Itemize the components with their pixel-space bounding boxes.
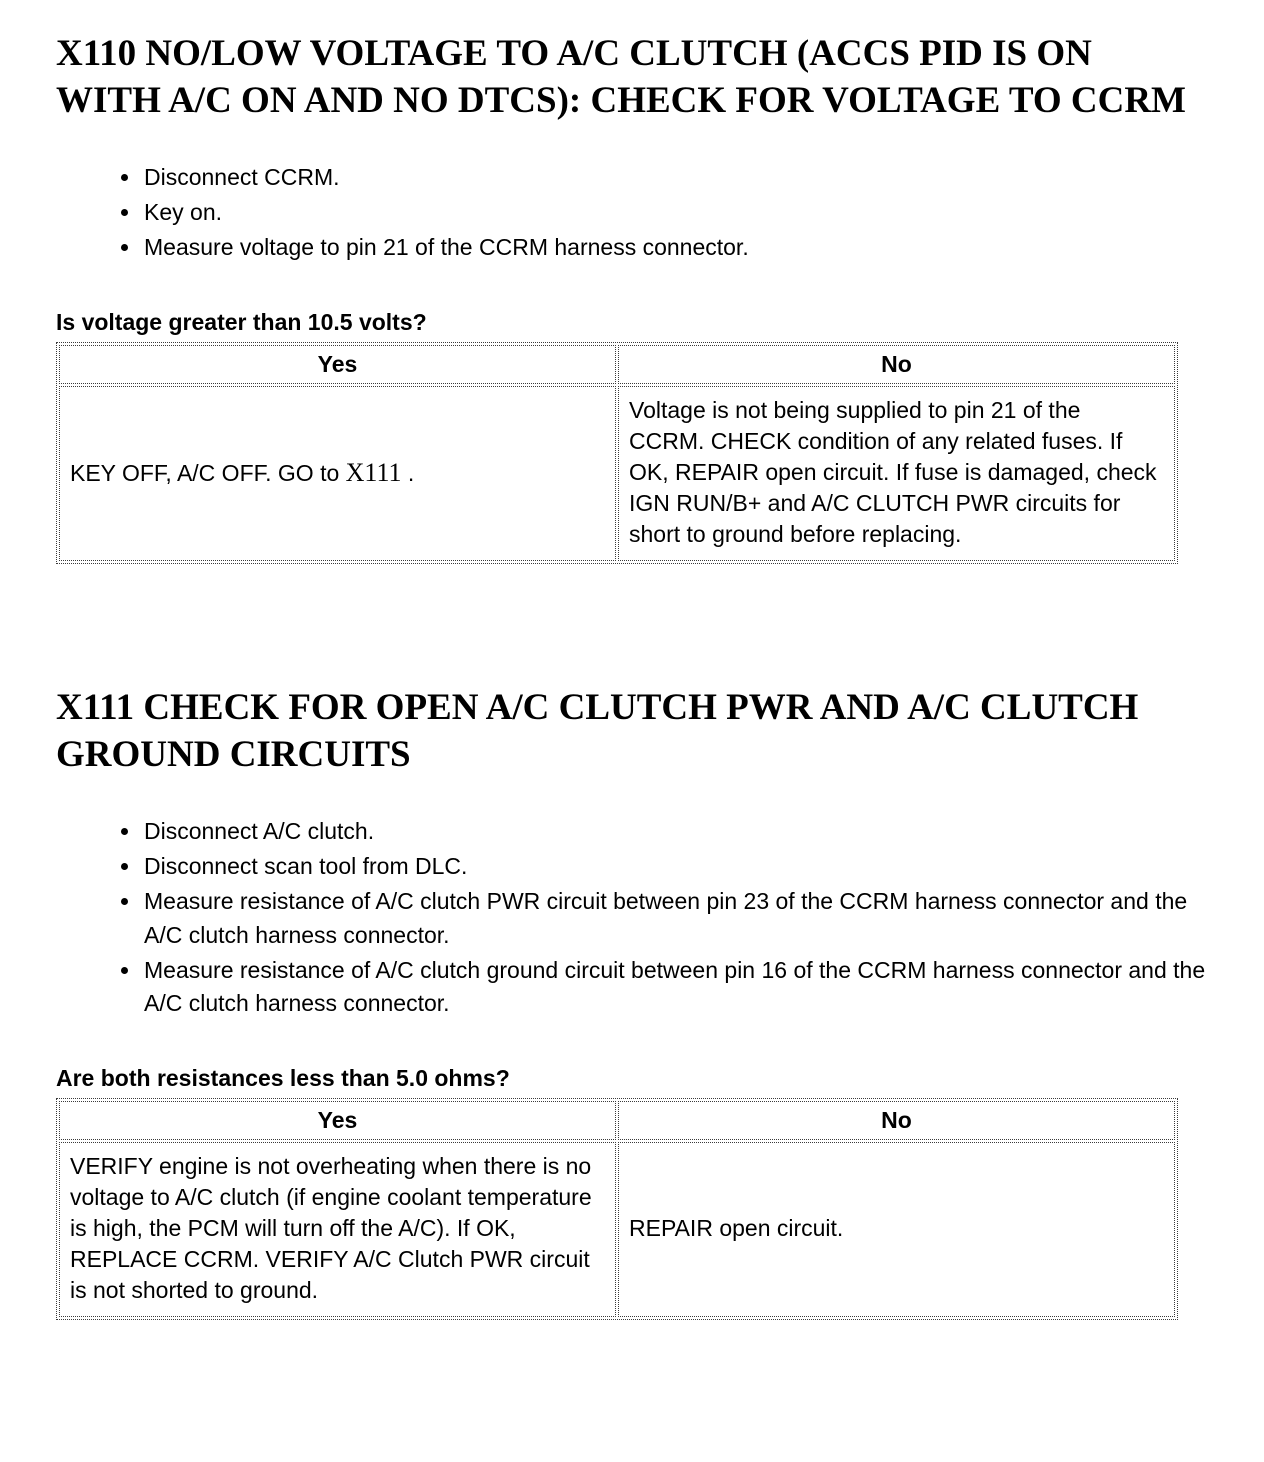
no-column-header: No — [618, 345, 1175, 384]
section-x110 — [56, 30, 1206, 564]
table-header-row — [59, 1101, 1175, 1140]
decision-question-x111: Are both resistances less than 5.0 ohms? — [56, 1064, 510, 1091]
yes-column-header: Yes — [59, 1101, 616, 1140]
bullet-item: • Disconnect A/C clutch. — [142, 815, 1206, 848]
bullet-item: • Key on. — [142, 196, 1206, 229]
yes-action-text: KEY OFF, A/C OFF. GO to — [70, 459, 346, 486]
yes-action-cell: VERIFY engine is not overheating when there is no voltage to A/C clutch (if engine coolant temperature is high, the PCM will turn off the A/C). If OK, REPLACE CCRM. VERIFY A/C Clutch PWR circuit is not shorted to ground. — [59, 1142, 616, 1317]
no-column-header: No — [618, 1101, 1175, 1140]
bullet-item: • Measure resistance of A/C clutch PWR circuit between pin 23 of the CCRM harness connector and the A/C clutch harness connector. — [142, 885, 1206, 952]
bullet-item: • Disconnect CCRM. — [142, 161, 1206, 194]
section-title-x111: X111 CHECK FOR OPEN A/C CLUTCH PWR AND A/C CLUTCH GROUND CIRCUITS — [56, 686, 1139, 776]
bullet-item: • Disconnect scan tool from DLC. — [142, 850, 1206, 883]
table-header-row — [59, 345, 1175, 384]
section-title-x110: X110 NO/LOW VOLTAGE TO A/C CLUTCH (ACCS PID IS ON WITH A/C ON AND NO DTCS): CHECK FOR VOLTAGE TO CCRM — [56, 33, 1186, 122]
decision-question-x110: Is voltage greater than 10.5 volts? — [56, 308, 427, 335]
procedure-steps-x111 — [118, 815, 1206, 1021]
no-action-cell: Voltage is not being supplied to pin 21 of the CCRM. CHECK condition of any related fuses. If OK, REPAIR open circuit. If fuse is damaged, check IGN RUN/B+ and A/C CLUTCH PWR circuits for short to ground before replacing. — [618, 386, 1175, 561]
no-action-cell: REPAIR open circuit. — [618, 1142, 1175, 1317]
table-row — [59, 386, 1175, 561]
bullet-item: • Measure voltage to pin 21 of the CCRM harness connector. — [142, 231, 1206, 264]
decision-table-x111 — [56, 1098, 1178, 1320]
yes-column-header: Yes — [59, 345, 616, 384]
yes-action-text-suffix: . — [401, 459, 415, 486]
table-row — [59, 1142, 1175, 1317]
decision-table-x110 — [56, 342, 1178, 564]
procedure-steps-x110 — [118, 161, 1206, 265]
section-x111 — [56, 684, 1206, 1320]
bullet-item: • Measure resistance of A/C clutch ground circuit between pin 16 of the CCRM harness connector and the A/C clutch harness connector. — [142, 954, 1206, 1021]
x111-reference-link[interactable]: X111 — [345, 457, 402, 487]
yes-action-cell — [59, 386, 616, 561]
